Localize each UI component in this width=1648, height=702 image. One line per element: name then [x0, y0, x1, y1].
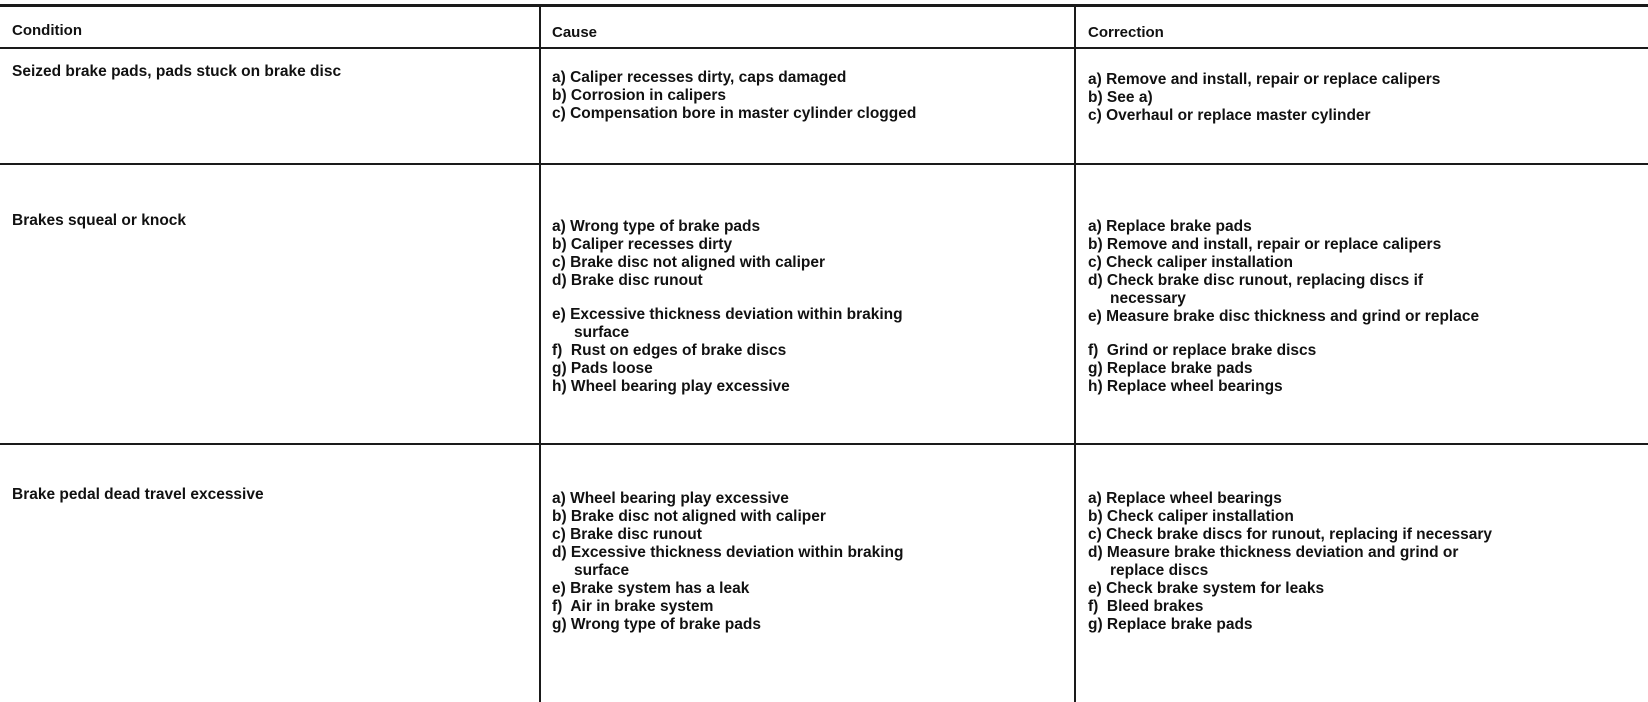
row-3-correction-line: d) Measure brake thickness deviation and grind or — [1088, 544, 1459, 561]
row-2-correction-line: h) Replace wheel bearings — [1088, 378, 1283, 395]
row-2-correction-line: a) Replace brake pads — [1088, 218, 1252, 235]
row-3-cause-line: c) Brake disc runout — [552, 526, 702, 543]
row-2-cause — [552, 218, 903, 396]
row-3-correction-line: g) Replace brake pads — [1088, 616, 1253, 633]
row-2-cause-line: e) Excessive thickness deviation within braking — [552, 306, 903, 323]
row-3-cause-line: a) Wheel bearing play excessive — [552, 490, 789, 507]
row-2-cause-line: surface — [574, 324, 630, 341]
column-divider-1 — [539, 4, 541, 702]
header-correction: Correction — [1088, 24, 1164, 41]
row-2-condition: Brakes squeal or knock — [12, 212, 187, 229]
row-rule-2 — [0, 443, 1648, 445]
row-2-cause-line: a) Wrong type of brake pads — [552, 218, 761, 235]
row-2-cause-line: b) Caliper recesses dirty — [552, 236, 733, 253]
header-condition: Condition — [12, 22, 82, 39]
row-1-correction — [1088, 71, 1440, 125]
top-rule — [0, 4, 1648, 7]
row-3-correction-line: a) Replace wheel bearings — [1088, 490, 1282, 507]
row-1-correction-line: b) See a) — [1088, 89, 1153, 106]
row-1-cause-line: b) Corrosion in calipers — [552, 87, 726, 104]
row-2-cause-line: c) Brake disc not aligned with caliper — [552, 254, 826, 271]
row-1-condition: Seized brake pads, pads stuck on brake disc — [12, 63, 342, 80]
row-2-correction — [1088, 218, 1479, 396]
row-2-cause-line: d) Brake disc runout — [552, 272, 703, 289]
row-2-correction-line: necessary — [1110, 290, 1186, 307]
row-3-correction-line: replace discs — [1110, 562, 1209, 579]
row-2-correction-line: d) Check brake disc runout, replacing discs if — [1088, 272, 1424, 289]
row-3-correction — [1088, 490, 1492, 634]
row-1-correction-line: c) Overhaul or replace master cylinder — [1088, 107, 1371, 124]
spacer — [552, 290, 903, 306]
row-3-correction-line: f) Bleed brakes — [1088, 598, 1204, 615]
row-3-correction-line: e) Check brake system for leaks — [1088, 580, 1325, 597]
row-3-cause-line: e) Brake system has a leak — [552, 580, 750, 597]
row-3-cause-line: b) Brake disc not aligned with caliper — [552, 508, 826, 525]
row-2-correction-line: f) Grind or replace brake discs — [1088, 342, 1317, 359]
row-3-correction-line: c) Check brake discs for runout, replacing if necessary — [1088, 526, 1493, 543]
row-3-cause-line: f) Air in brake system — [552, 598, 714, 615]
row-3-correction-line: b) Check caliper installation — [1088, 508, 1294, 525]
row-2-correction-line: e) Measure brake disc thickness and grind or replace — [1088, 308, 1480, 325]
row-2-cause-line: f) Rust on edges of brake discs — [552, 342, 787, 359]
row-3-cause-line: surface — [574, 562, 630, 579]
row-3-condition: Brake pedal dead travel excessive — [12, 486, 264, 503]
row-3-cause-line: g) Wrong type of brake pads — [552, 616, 761, 633]
row-2-correction-line: c) Check caliper installation — [1088, 254, 1294, 271]
row-2-correction-line: b) Remove and install, repair or replace calipers — [1088, 236, 1442, 253]
row-3-cause-line: d) Excessive thickness deviation within braking — [552, 544, 904, 561]
row-1-cause-line: c) Compensation bore in master cylinder clogged — [552, 105, 917, 122]
column-divider-2 — [1074, 4, 1076, 702]
header-rule — [0, 47, 1648, 49]
header-cause: Cause — [552, 24, 598, 41]
row-1-correction-line: a) Remove and install, repair or replace calipers — [1088, 71, 1441, 88]
row-1-cause — [552, 69, 916, 123]
row-3-cause — [552, 490, 903, 634]
row-2-cause-line: h) Wheel bearing play excessive — [552, 378, 790, 395]
row-rule-1 — [0, 163, 1648, 165]
row-2-correction-line: g) Replace brake pads — [1088, 360, 1253, 377]
row-2-cause-line: g) Pads loose — [552, 360, 653, 377]
row-1-cause-line: a) Caliper recesses dirty, caps damaged — [552, 69, 847, 86]
spacer — [1088, 326, 1479, 342]
